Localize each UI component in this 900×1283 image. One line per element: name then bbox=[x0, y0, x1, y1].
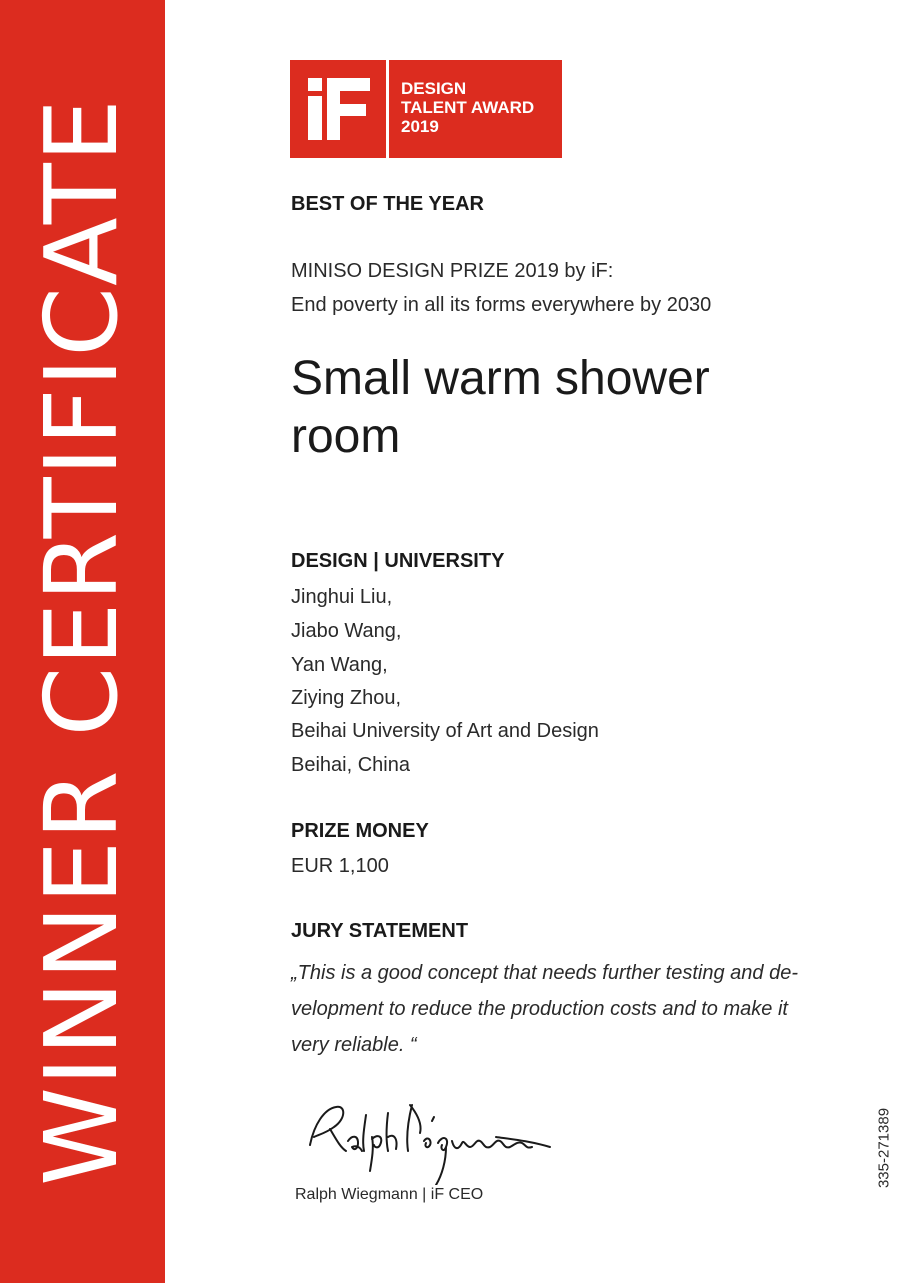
jury-line-3: very reliable. “ bbox=[291, 1034, 417, 1056]
design-label: DESIGN | UNIVERSITY bbox=[291, 550, 505, 572]
location-line: Beihai, China bbox=[291, 754, 410, 776]
if-design-talent-award-logo bbox=[290, 60, 562, 158]
designer-line: Jinghui Liu, bbox=[291, 586, 393, 608]
designer-line: Yan Wang, bbox=[291, 654, 388, 676]
certificate-side-band bbox=[0, 0, 165, 1283]
prize-money-label: PRIZE MONEY bbox=[291, 820, 429, 842]
serial-number: 335-271389 bbox=[875, 1107, 893, 1189]
if-logo-mark bbox=[290, 60, 386, 158]
university-line: Beihai University of Art and Design bbox=[291, 720, 599, 742]
project-title-line-1: Small warm shower bbox=[291, 352, 710, 405]
award-line-3: 2019 bbox=[401, 117, 439, 136]
prize-name-line-2: End poverty in all its forms everywhere by 2030 bbox=[291, 294, 712, 316]
award-name bbox=[389, 60, 562, 158]
designer-line: Jiabo Wang, bbox=[291, 620, 402, 642]
prize-name-line-1: MINISO DESIGN PRIZE 2019 by iF: bbox=[291, 260, 614, 282]
winner-certificate-heading: WINNER CERTIFICATE bbox=[23, 98, 140, 1186]
if-logo-icon bbox=[290, 60, 386, 158]
jury-line-2: velopment to reduce the production costs and to make it bbox=[291, 998, 788, 1020]
signatory-caption: Ralph Wiegmann | iF CEO bbox=[295, 1186, 484, 1203]
handwritten-signature-image bbox=[300, 1085, 560, 1185]
prize-money-value: EUR 1,100 bbox=[291, 855, 389, 877]
jury-line-1: „This is a good concept that needs further testing and de- bbox=[291, 962, 798, 984]
jury-statement-label: JURY STATEMENT bbox=[291, 920, 469, 942]
award-line-1: DESIGN bbox=[401, 79, 467, 98]
award-line-2: TALENT AWARD bbox=[401, 98, 535, 117]
designer-line: Ziying Zhou, bbox=[291, 687, 402, 709]
category-label: BEST OF THE YEAR bbox=[291, 193, 484, 215]
ceo-signature bbox=[300, 1085, 560, 1190]
jury-statement-text bbox=[291, 955, 866, 1063]
project-title bbox=[291, 350, 851, 466]
project-title-line-2: room bbox=[291, 410, 401, 463]
